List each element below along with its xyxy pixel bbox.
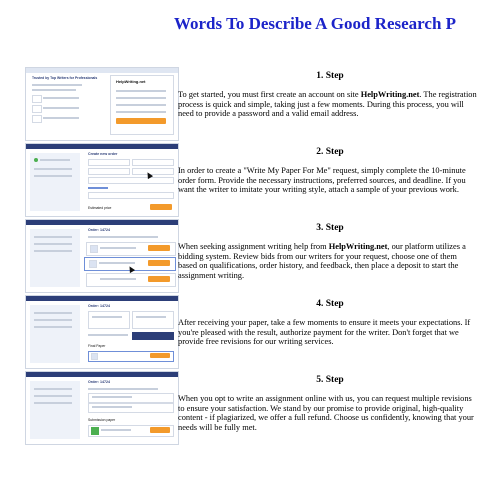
step-3 bbox=[0, 219, 494, 293]
step-3-heading: 3. Step bbox=[316, 223, 344, 233]
step-4-heading: 4. Step bbox=[316, 299, 344, 309]
step-2 bbox=[0, 143, 494, 217]
thumb-left-title: Order: 14724 bbox=[88, 380, 110, 384]
thumb-right-title: Final Paper bbox=[88, 344, 106, 348]
thumb-right-title: Submission paper bbox=[88, 418, 116, 422]
step-2-heading: 2. Step bbox=[316, 147, 344, 157]
step-4 bbox=[0, 295, 494, 369]
step-3-text: When seeking assignment writing help from HelpWriting.net, our platform utilizes a bidding system. Review bids from our writers for your request, choose one of them based on qualifications, order history, and feedback, then place a deposit to start the assignment writing. bbox=[178, 242, 466, 280]
step-1-screenshot bbox=[25, 67, 179, 141]
step-1-text: To get started, you must first create an account on site HelpWriting.net. The registration process is quick and simple, taking just a few moments. During this process, you will need to provide a password and a valid email address. bbox=[178, 90, 477, 119]
thumb-left-title: Order: 14724 bbox=[88, 304, 110, 308]
thumb-right-title: HelpWriting.net bbox=[116, 79, 146, 84]
thumb-left-title: Create new order bbox=[88, 152, 118, 156]
step-1-heading: 1. Step bbox=[316, 71, 344, 81]
thumb-left-title: Order: 14724 bbox=[88, 228, 110, 232]
step-5 bbox=[0, 371, 494, 445]
step-4-screenshot bbox=[25, 295, 179, 369]
thumb-left-title: Trusted by Top Writers for Professionals bbox=[32, 76, 98, 80]
step-1 bbox=[0, 67, 494, 141]
step-2-screenshot bbox=[25, 143, 179, 217]
step-3-screenshot bbox=[25, 219, 179, 293]
step-5-text: When you opt to write an assignment online with us, you can request multiple revisions to ensure your satisfaction. We stand by our promise to provide original, high-quality content - if plagiarized, we offer a full refund. Choose us confidently, knowing that your needs will be fully met. bbox=[178, 394, 474, 432]
step-5-screenshot bbox=[25, 371, 179, 445]
thumb-right-title: Estimated price bbox=[88, 206, 112, 210]
step-2-text: In order to create a "Write My Paper For Me" request, simply complete the 10-minute order form. Provide the necessary instructions, preferred sources, and deadline. If you want the writer to imitate your writing style, attach a sample of your previous work. bbox=[178, 166, 466, 195]
page-title: Words To Describe A Good Research P bbox=[173, 14, 457, 33]
step-5-heading: 5. Step bbox=[316, 375, 344, 385]
step-4-text: After receiving your paper, take a few moments to ensure it meets your expectations. If you're pleased with the result, authorize payment for the writer. Don't forget that we provide free revisions for our writing services. bbox=[178, 318, 471, 347]
